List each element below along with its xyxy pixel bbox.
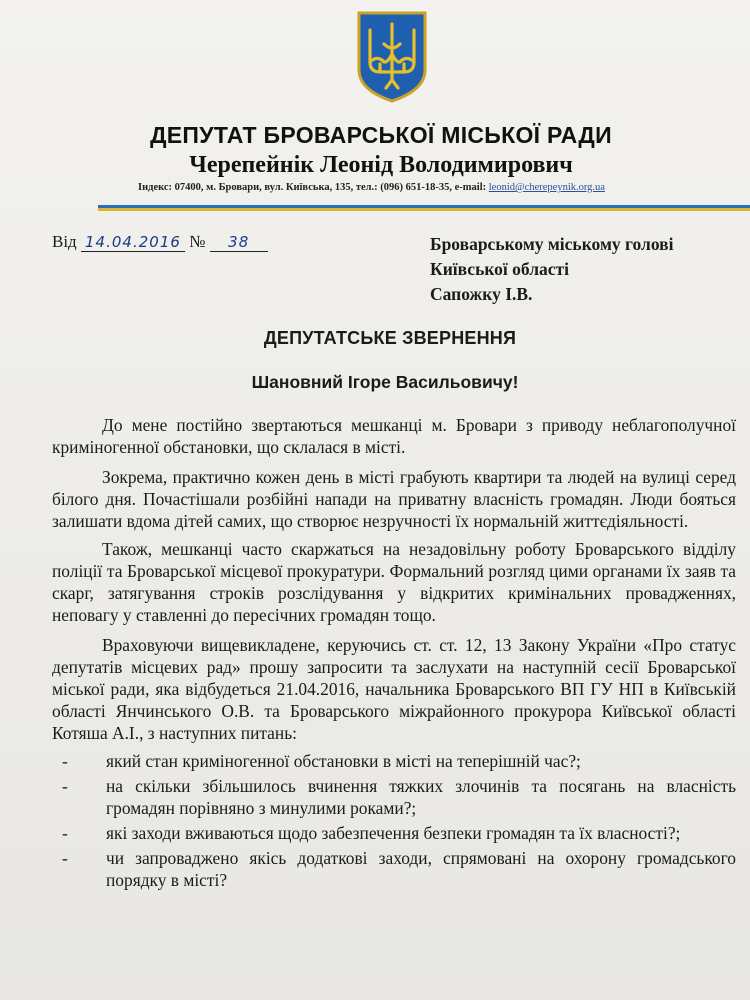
header-rule-gold [98, 208, 750, 211]
body-paragraph: Враховуючи вищевикладене, керуючись ст. ст. 12, 13 Закону України «Про статус депутатів місцевих рад» прошу запросити та заслухати на наступній сесії Броварської міської ради, яка відбудеться 21.04.2016, начальника Броварського ВП ГУ НП в Київській області Янчинського О.В. та Броварського міжрайонного прокурора Київської області Котяша А.І., з наступних питань: [52, 635, 736, 743]
handwritten-date: 14.04.2016 [81, 233, 185, 252]
reference-line [52, 232, 268, 252]
list-item-text: які заходи вживаються щодо забезпечення безпеки громадян та їх власності?; [106, 823, 681, 843]
header-address-line [138, 182, 698, 193]
list-item-text: на скільки збільшилось вчинення тяжких злочинів та посягань на власність громадян порівняно з минулими роками?; [106, 776, 736, 818]
question-list [52, 750, 736, 891]
addressee-block [430, 232, 673, 307]
handwritten-number: 38 [210, 233, 268, 252]
list-marker: - [62, 751, 68, 771]
header-title: ДЕПУТАТ БРОВАРСЬКОЇ МІСЬКОЇ РАДИ [150, 122, 612, 148]
body-paragraph: Також, мешканці часто скаржаться на незадовільну роботу Броварського відділу поліції та Броварської місцевої прокуратури. Формальний розгляд цими органами їх заяв та скарг, затягування строків розслідування у відкритих кримінальних провадженнях, неповагу у ставленні до пересічних громадян тощо. [52, 539, 736, 625]
list-item-text: чи запроваджено якісь додаткові заходи, спрямовані на охорону громадського порядку в місті? [106, 848, 736, 890]
coat-of-arms-icon [356, 10, 428, 104]
addressee-line: Броварському міському голові [430, 234, 674, 254]
document-title: ДЕПУТАТСЬКЕ ЗВЕРНЕННЯ [263, 328, 517, 348]
address-text: Індекс: 07400, м. Бровари, вул. Київська, 135, тел.: (096) 651-18-35, e-mail: [138, 182, 487, 193]
list-item [62, 775, 736, 819]
list-item [62, 822, 736, 844]
addressee-line: Сапожку І.В. [430, 284, 533, 304]
addressee-line: Київської області [430, 259, 570, 279]
deputy-name: Черепейнік Леонід Володимирович [189, 152, 573, 178]
list-marker: - [62, 848, 68, 868]
email-link[interactable]: leonid@cherepeynik.org.ua [488, 182, 605, 193]
letter-body [52, 414, 736, 894]
salutation: Шановний Ігоре Васильовичу! [251, 372, 519, 392]
list-marker: - [62, 823, 68, 843]
list-marker: - [62, 776, 68, 796]
from-label: Від [52, 232, 77, 251]
number-label: № [189, 232, 206, 251]
list-item-text: який стан криміногенної обстановки в місті на теперішній час?; [106, 751, 581, 771]
body-paragraph: Зокрема, практично кожен день в місті грабують квартири та людей на вулиці серед білого дня. Почастішали розбійні напади на приватну власність громадян. Люди бояться залишати вдома дітей самих, що створює незручності їх нормальній життєдіяльності. [52, 467, 736, 531]
list-item [62, 847, 736, 891]
body-paragraph: До мене постійно звертаються мешканці м. Бровари з приводу неблагополучної криміногенної обстановки, що склалася в місті. [52, 415, 736, 457]
list-item [62, 750, 736, 772]
